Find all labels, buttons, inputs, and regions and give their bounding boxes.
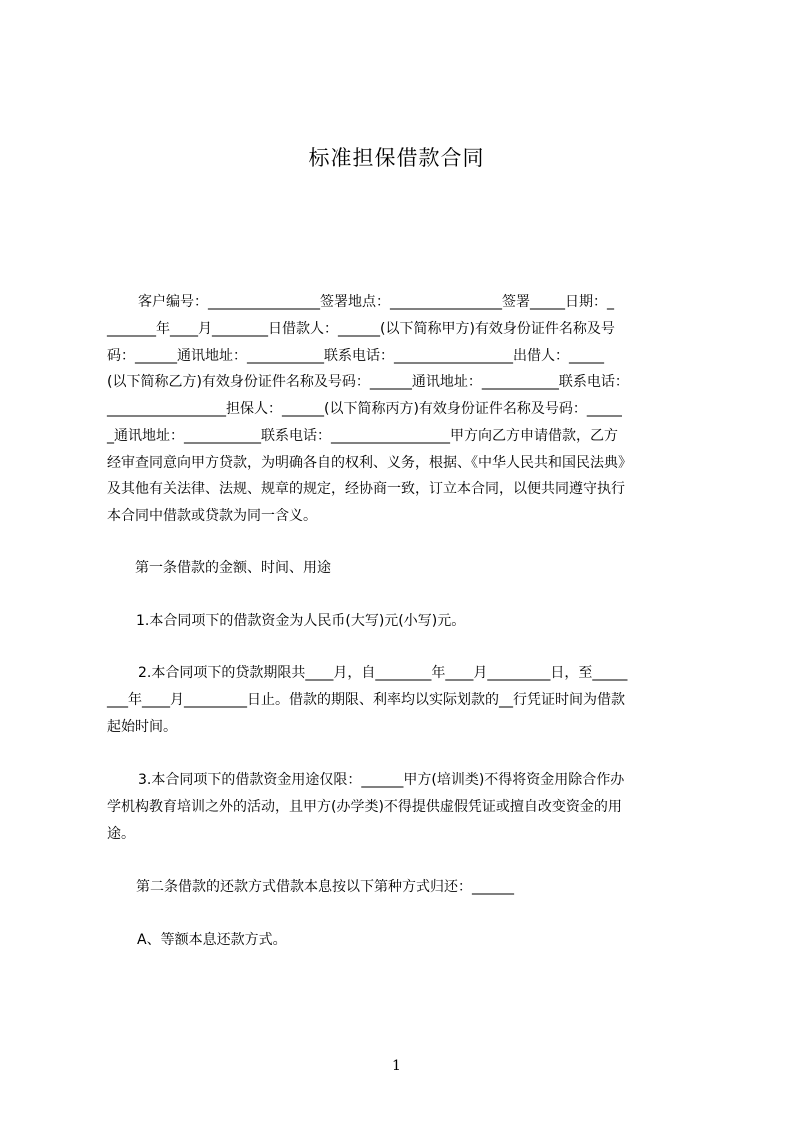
article-1-heading: 第一条借款的金额、时间、用途 — [135, 560, 331, 576]
article-1-item-2-line-3: 起始时间。 — [107, 719, 177, 735]
document-title: 标准担保借款合同 — [308, 146, 485, 170]
article-1-item-1: 1.本合同项下的借款资金为人民币(大写)元(小写)元。 — [136, 613, 466, 629]
intro-line-2: _______年____月________日借款人：______(以下简称甲方)有效身份证件名称及号 — [107, 321, 615, 337]
article-1-item-3-line-3: 途。 — [107, 826, 135, 842]
article-2-heading: 第二条借款的还款方式借款本息按以下第种方式归还：______ — [136, 879, 514, 895]
intro-line-5: _________________担保人：______(以下简称丙方)有效身份证件名称及号码：_____ — [107, 401, 622, 417]
article-1-item-2-line-1: 2.本合同项下的贷款期限共____月，自________年____月_________日，至_____ — [138, 665, 628, 681]
intro-line-8: 及其他有关法律、法规、规章的规定，经协商一致，订立本合同，以便共同遵守执行 — [107, 481, 625, 497]
article-1-item-3-line-2: 学机构教育培训之外的活动，且甲方(办学类)不得提供虚假凭证或擅自改变资金的用 — [107, 799, 622, 815]
article-1-item-2-line-2: ___年____月_________日止。借款的期限、利率均以实际划款的__行凭证时间为借款 — [107, 692, 625, 708]
article-1-item-3-line-1: 3.本合同项下的借款资金用途仅限：______甲方(培训类)不得将资金用除合作办 — [138, 772, 625, 788]
repayment-option-a: A、等额本息还款方式。 — [137, 932, 287, 948]
intro-line-4: (以下简称乙方)有效身份证件名称及号码：______通讯地址：___________联系电话： — [107, 374, 629, 390]
intro-line-7: 经审查同意向甲方贷款，为明确各自的权利、义务，根据、《中华人民共和国民法典》 — [107, 455, 632, 471]
page-number: 1 — [392, 1058, 401, 1074]
intro-line-3: 码：______通讯地址：___________联系电话：_________________出借人：_____ — [107, 348, 604, 364]
intro-line-1: 客户编号：________________签署地点：________________签署_____日期：_ — [138, 294, 614, 310]
intro-line-9: 本合同中借款或贷款为同一含义。 — [107, 508, 317, 524]
intro-line-6: _通讯地址：___________联系电话：_________________甲方向乙方申请借款，乙方 — [107, 428, 618, 444]
